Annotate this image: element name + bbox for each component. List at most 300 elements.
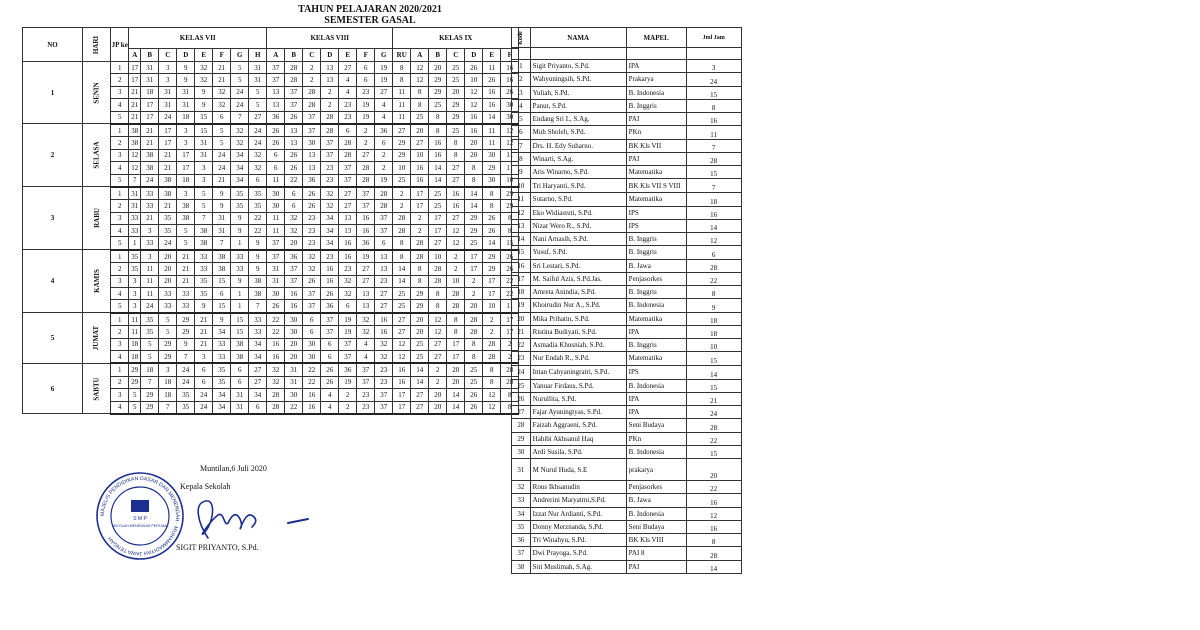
teacher-code-cell: 23 (303, 237, 321, 250)
jp-number: 1 (111, 363, 129, 376)
teacher-code-cell: 20 (447, 86, 465, 98)
teacher-jam: 8 (686, 286, 741, 299)
teacher-jam: 15 (686, 166, 741, 179)
teacher-code-cell: 23 (339, 111, 357, 124)
teacher-code-cell: 30 (285, 326, 303, 338)
teacher-code-cell: 8 (483, 376, 501, 388)
teacher-code-cell: 29 (501, 200, 519, 212)
teacher-code-cell: 3 (195, 350, 213, 363)
teacher-code-cell: 11 (267, 212, 285, 224)
teacher-code-cell: 14 (411, 376, 429, 388)
teacher-code-cell: 21 (177, 263, 195, 275)
teacher-code-cell: 2 (303, 62, 321, 74)
teacher-code-cell: 33 (177, 288, 195, 300)
teacher-code-cell: 17 (447, 350, 465, 363)
teacher-mapel: BK Kls VIII (626, 534, 686, 547)
header-section: B (429, 49, 447, 62)
teacher-code-cell: 12 (129, 149, 141, 161)
teacher-code-cell: 10 (447, 275, 465, 287)
teacher-code-cell: 25 (429, 200, 447, 212)
teacher-code-cell: 15 (231, 313, 249, 326)
teacher-code-cell: 5 (141, 338, 159, 350)
teacher-code-cell: 17 (159, 124, 177, 137)
teacher-row (512, 206, 742, 219)
teacher-code-cell: 38 (129, 137, 141, 149)
teacher-code-cell: 2 (411, 225, 429, 237)
teacher-code-cell: 13 (375, 250, 393, 263)
teacher-code-cell: 19 (357, 99, 375, 111)
teacher-mapel: B. Inggris (626, 339, 686, 352)
teacher-code-cell: 5 (177, 237, 195, 250)
teacher-nama: M. Saiful Azis, S.Pd.Jas. (530, 272, 626, 285)
teacher-code-cell: 32 (231, 124, 249, 137)
teacher-jam: 24 (686, 73, 741, 86)
teacher-code-cell: 29 (141, 401, 159, 414)
teacher-code-cell: 31 (249, 62, 267, 74)
teacher-code-cell: 30 (303, 350, 321, 363)
teacher-code-cell: 13 (357, 288, 375, 300)
teacher-code-cell: 17 (501, 313, 519, 326)
teacher-jam: 28 (686, 547, 741, 560)
jp-number: 5 (111, 111, 129, 124)
teacher-code-cell: 27 (357, 263, 375, 275)
teacher-kode: 7 (512, 139, 531, 152)
teacher-code-cell: 28 (339, 149, 357, 161)
teacher-row (512, 113, 742, 126)
teacher-code-cell: 23 (357, 401, 375, 414)
teacher-code-cell: 25 (411, 350, 429, 363)
teacher-code-cell: 9 (195, 86, 213, 98)
header-no: NO (23, 28, 83, 62)
teacher-code-cell: 32 (231, 137, 249, 149)
teacher-code-cell: 6 (321, 338, 339, 350)
teacher-row (512, 166, 742, 179)
teacher-code-cell: 21 (195, 313, 213, 326)
teacher-code-cell: 15 (195, 111, 213, 124)
teacher-kode: 38 (512, 560, 531, 573)
teacher-code-cell: 29 (129, 363, 141, 376)
teacher-code-cell: 28 (483, 350, 501, 363)
teacher-code-cell: 2 (465, 275, 483, 287)
teacher-code-cell: 11 (129, 326, 141, 338)
teacher-code-cell: 30 (303, 137, 321, 149)
teacher-code-cell: 29 (447, 111, 465, 124)
teacher-mapel: B. Indonesia (626, 299, 686, 312)
teacher-mapel: IPS (626, 219, 686, 232)
teacher-kode: 35 (512, 520, 531, 533)
teacher-code-cell: 31 (213, 212, 231, 224)
teacher-code-cell: 2 (375, 162, 393, 174)
teacher-code-cell: 16 (285, 300, 303, 313)
teacher-code-cell: 5 (195, 187, 213, 200)
teacher-code-cell: 28 (285, 74, 303, 86)
teacher-code-cell: 33 (231, 263, 249, 275)
teacher-code-cell: 32 (357, 326, 375, 338)
teacher-code-cell: 3 (141, 225, 159, 237)
teacher-nama: Amreta Anindia, S.Pd. (530, 286, 626, 299)
teacher-code-cell: 33 (159, 288, 177, 300)
teacher-code-cell: 35 (177, 401, 195, 414)
teacher-code-cell: 34 (231, 149, 249, 161)
header-section: E (483, 49, 501, 62)
teacher-code-cell: 9 (177, 338, 195, 350)
teacher-code-cell: 16 (501, 62, 519, 74)
teacher-kode: 33 (512, 494, 531, 507)
teacher-code-cell: 20 (285, 237, 303, 250)
teacher-code-cell: 6 (249, 401, 267, 414)
teacher-code-cell: 27 (357, 275, 375, 287)
teacher-code-cell: 8 (429, 124, 447, 137)
teacher-code-cell: 26 (465, 389, 483, 401)
teacher-code-cell: 24 (195, 389, 213, 401)
teacher-code-cell: 37 (285, 275, 303, 287)
teacher-code-cell: 14 (429, 162, 447, 174)
header-kode: Kode (512, 28, 531, 48)
teacher-code-cell: 36 (303, 174, 321, 187)
teacher-jam: 7 (686, 179, 741, 193)
stamp-ring-text: MAJELIS PENDIDIKAN DASAR DAN MENENGAH · MUHAMMADIYAH JAWA TENGAH (99, 475, 181, 557)
teacher-code-cell: 38 (213, 250, 231, 263)
teacher-mapel: IPS (626, 206, 686, 219)
teacher-row (512, 86, 742, 99)
teacher-code-cell: 28 (501, 363, 519, 376)
teacher-code-cell: 25 (447, 74, 465, 86)
teacher-mapel: B. Jawa (626, 494, 686, 507)
header-jml-jam: Jml Jam (686, 28, 741, 48)
teacher-code-cell: 9 (213, 187, 231, 200)
signature (168, 493, 318, 553)
teacher-kode: 24 (512, 365, 531, 379)
teacher-code-cell: 6 (375, 137, 393, 149)
teacher-code-cell: 29 (411, 300, 429, 313)
teacher-code-cell: 37 (321, 326, 339, 338)
teacher-code-cell: 27 (249, 111, 267, 124)
teacher-code-cell: 29 (429, 74, 447, 86)
teacher-nama: Nurullita, S.Pd. (530, 392, 626, 405)
teacher-code-cell: 25 (447, 124, 465, 137)
teacher-code-cell: 34 (249, 389, 267, 401)
jp-number: 3 (111, 389, 129, 401)
teacher-mapel: PAI (626, 152, 686, 165)
teacher-code-cell: 37 (321, 137, 339, 149)
teacher-code-cell: 8 (465, 338, 483, 350)
teacher-row (512, 286, 742, 299)
teacher-code-cell: 26 (321, 376, 339, 388)
teacher-code-cell: 9 (231, 212, 249, 224)
teacher-code-cell: 32 (195, 62, 213, 74)
teacher-nama: Sigit Priyanto, S.Pd. (530, 60, 626, 73)
teacher-code-cell: 37 (375, 401, 393, 414)
teacher-kode: 19 (512, 299, 531, 312)
teacher-code-cell: 33 (249, 313, 267, 326)
teacher-code-cell: 8 (447, 149, 465, 161)
teacher-code-cell: 32 (321, 200, 339, 212)
teacher-mapel: PAI 8 (626, 547, 686, 560)
header-section: RU (393, 49, 411, 62)
teacher-code-cell: 38 (231, 350, 249, 363)
teacher-code-cell: 26 (267, 300, 285, 313)
teacher-code-cell: 37 (375, 212, 393, 224)
teacher-kode: 36 (512, 534, 531, 547)
teacher-code-cell: 22 (249, 225, 267, 237)
teacher-code-cell: 37 (267, 74, 285, 86)
teacher-code-cell: 23 (321, 162, 339, 174)
teacher-code-cell: 3 (195, 162, 213, 174)
teacher-code-cell: 24 (195, 401, 213, 414)
teacher-mapel: Matematika (626, 352, 686, 365)
teacher-code-cell: 10 (501, 174, 519, 187)
teacher-nama: Izzat Nur Ardianti, S.Pd. (530, 507, 626, 520)
teacher-code-cell: 2 (429, 363, 447, 376)
teacher-code-cell: 13 (285, 124, 303, 137)
teacher-code-cell: 6 (267, 149, 285, 161)
teacher-jam: 20 (686, 459, 741, 481)
jp-number: 4 (111, 225, 129, 237)
teacher-nama: Wahyuningsih, S.Pd. (530, 73, 626, 86)
teacher-nama: Fajar Ayuningtyas, S.Pd. (530, 406, 626, 419)
teacher-jam: 11 (686, 126, 741, 139)
teacher-row (512, 272, 742, 285)
teacher-code-cell: 7 (231, 111, 249, 124)
teacher-code-cell: 29 (177, 313, 195, 326)
teacher-code-cell: 15 (195, 124, 213, 137)
teacher-code-cell: 9 (177, 62, 195, 74)
teacher-code-cell: 24 (231, 86, 249, 98)
teacher-code-cell: 33 (129, 212, 141, 224)
day-name: SABTU (83, 363, 111, 414)
teacher-jam: 14 (686, 219, 741, 232)
teacher-code-cell: 20 (429, 401, 447, 414)
teacher-code-cell: 21 (159, 200, 177, 212)
teacher-row (512, 99, 742, 112)
teacher-code-cell: 27 (249, 376, 267, 388)
teacher-row (512, 246, 742, 259)
teacher-code-cell: 28 (447, 300, 465, 313)
teacher-nama: Dwi Prayoga, S.Pd. (530, 547, 626, 560)
teacher-code-cell: 35 (231, 200, 249, 212)
teacher-code-cell: 27 (447, 212, 465, 224)
teacher-code-cell: 35 (141, 313, 159, 326)
teacher-mapel: Matematika (626, 166, 686, 179)
teacher-code-cell: 38 (249, 275, 267, 287)
teacher-code-cell: 37 (303, 111, 321, 124)
teacher-code-cell: 11 (141, 263, 159, 275)
teacher-code-cell: 32 (195, 74, 213, 86)
teacher-code-cell: 5 (213, 124, 231, 137)
jp-number: 3 (111, 149, 129, 161)
header-section: D (465, 49, 483, 62)
teacher-code-cell: 19 (357, 111, 375, 124)
teacher-code-cell: 20 (465, 149, 483, 161)
teacher-code-cell: 14 (465, 200, 483, 212)
teacher-code-cell: 31 (249, 74, 267, 86)
header-nama: NAMA (530, 28, 626, 48)
teacher-code-cell: 32 (321, 187, 339, 200)
header-section: F (213, 49, 231, 62)
teacher-code-cell: 35 (249, 200, 267, 212)
teacher-code-cell: 3 (159, 62, 177, 74)
teacher-code-cell: 22 (267, 326, 285, 338)
teacher-code-cell: 17 (483, 288, 501, 300)
teacher-code-cell: 6 (357, 74, 375, 86)
teacher-code-cell: 16 (357, 212, 375, 224)
teacher-code-cell: 11 (501, 149, 519, 161)
teacher-code-cell: 29 (159, 350, 177, 363)
teacher-code-cell: 36 (375, 124, 393, 137)
teacher-code-cell: 8 (465, 174, 483, 187)
teacher-row (512, 547, 742, 560)
teacher-code-cell: 28 (483, 338, 501, 350)
teacher-code-cell: 3 (177, 187, 195, 200)
teacher-code-cell: 13 (267, 99, 285, 111)
teacher-kode: 9 (512, 166, 531, 179)
teacher-jam: 16 (686, 494, 741, 507)
schedule-row (23, 62, 519, 74)
header-section: A (267, 49, 285, 62)
teacher-code-cell: 16 (483, 86, 501, 98)
teacher-code-cell: 31 (177, 99, 195, 111)
teacher-kode: 13 (512, 219, 531, 232)
teacher-row (512, 259, 742, 272)
jp-number: 4 (111, 288, 129, 300)
teacher-code-cell: 35 (141, 326, 159, 338)
teacher-code-cell: 30 (483, 149, 501, 161)
teacher-mapel: B. Indonesia (626, 379, 686, 392)
teacher-code-cell: 17 (429, 225, 447, 237)
header-section: D (321, 49, 339, 62)
teacher-kode: 22 (512, 339, 531, 352)
teacher-table (511, 27, 742, 574)
teacher-code-cell: 15 (231, 326, 249, 338)
teacher-code-cell: 32 (357, 313, 375, 326)
teacher-code-cell: 17 (411, 200, 429, 212)
header-section: A (411, 49, 429, 62)
teacher-code-cell: 8 (465, 162, 483, 174)
teacher-code-cell: 26 (321, 363, 339, 376)
teacher-code-cell: 27 (339, 62, 357, 74)
teacher-code-cell: 8 (411, 263, 429, 275)
schedule-row (23, 124, 519, 137)
header-section: G (231, 49, 249, 62)
header-section: E (339, 49, 357, 62)
teacher-code-cell: 11 (501, 300, 519, 313)
teacher-code-cell: 32 (249, 162, 267, 174)
teacher-code-cell: 2 (321, 86, 339, 98)
teacher-mapel: PKn (626, 126, 686, 139)
teacher-code-cell: 21 (177, 250, 195, 263)
teacher-code-cell: 31 (141, 74, 159, 86)
teacher-code-cell: 22 (303, 376, 321, 388)
teacher-code-cell: 11 (483, 62, 501, 74)
teacher-code-cell: 29 (177, 326, 195, 338)
teacher-code-cell: 28 (501, 376, 519, 388)
teacher-code-cell: 6 (339, 300, 357, 313)
teacher-code-cell: 21 (141, 137, 159, 149)
teacher-code-cell: 8 (447, 137, 465, 149)
teacher-code-cell: 15 (501, 237, 519, 250)
teacher-code-cell: 3 (159, 363, 177, 376)
teacher-kode: 29 (512, 432, 531, 445)
teacher-kode: 34 (512, 507, 531, 520)
teacher-code-cell: 4 (375, 111, 393, 124)
teacher-mapel: B. Inggris (626, 286, 686, 299)
teacher-code-cell: 17 (393, 401, 411, 414)
teacher-code-cell: 27 (411, 401, 429, 414)
teacher-nama: Panut, S.Pd. (530, 99, 626, 112)
teacher-code-cell: 32 (213, 99, 231, 111)
teacher-code-cell: 16 (339, 250, 357, 263)
teacher-code-cell: 19 (357, 250, 375, 263)
teacher-mapel: BK Kls VII (626, 139, 686, 152)
teacher-code-cell: 9 (195, 300, 213, 313)
teacher-code-cell: 20 (465, 300, 483, 313)
teacher-code-cell: 14 (465, 187, 483, 200)
teacher-code-cell: 3 (177, 137, 195, 149)
teacher-code-cell: 2 (501, 350, 519, 363)
teacher-row (512, 179, 742, 193)
teacher-kode: 32 (512, 481, 531, 494)
teacher-code-cell: 20 (285, 338, 303, 350)
teacher-code-cell: 38 (195, 225, 213, 237)
teacher-code-cell: 20 (465, 137, 483, 149)
teacher-code-cell: 27 (411, 389, 429, 401)
teacher-code-cell: 30 (303, 338, 321, 350)
teacher-code-cell: 31 (159, 99, 177, 111)
teacher-code-cell: 6 (231, 376, 249, 388)
teacher-code-cell: 35 (159, 225, 177, 237)
teacher-code-cell: 34 (213, 326, 231, 338)
teacher-code-cell: 16 (321, 275, 339, 287)
header-hari: HARI (83, 28, 111, 62)
teacher-code-cell: 21 (141, 212, 159, 224)
teacher-code-cell: 23 (375, 376, 393, 388)
teacher-kode: 23 (512, 352, 531, 365)
teacher-code-cell: 8 (393, 74, 411, 86)
teacher-code-cell: 9 (213, 200, 231, 212)
teacher-code-cell: 23 (375, 363, 393, 376)
teacher-kode: 12 (512, 206, 531, 219)
teacher-nama: Nani Arnasih, S.Pd. (530, 233, 626, 246)
teacher-nama: Sri Lestari, S.Pd. (530, 259, 626, 272)
teacher-code-cell: 28 (465, 313, 483, 326)
teacher-code-cell: 17 (177, 149, 195, 161)
teacher-mapel: Prakarya (626, 73, 686, 86)
teacher-code-cell: 14 (393, 275, 411, 287)
teacher-code-cell: 26 (303, 200, 321, 212)
teacher-code-cell: 28 (393, 212, 411, 224)
day-name: JUMAT (83, 313, 111, 364)
teacher-code-cell: 13 (357, 300, 375, 313)
teacher-code-cell: 22 (501, 288, 519, 300)
teacher-code-cell: 1 (231, 237, 249, 250)
teacher-jam: 22 (686, 432, 741, 445)
teacher-code-cell: 18 (129, 350, 141, 363)
teacher-code-cell: 6 (213, 111, 231, 124)
teacher-code-cell: 24 (177, 376, 195, 388)
teacher-code-cell: 29 (447, 99, 465, 111)
teacher-code-cell: 16 (501, 74, 519, 86)
header-blank (530, 48, 626, 60)
jp-number: 3 (111, 212, 129, 224)
day-number: 3 (23, 187, 83, 250)
teacher-code-cell: 38 (177, 200, 195, 212)
teacher-code-cell: 21 (141, 124, 159, 137)
teacher-code-cell: 37 (321, 149, 339, 161)
teacher-code-cell: 6 (249, 174, 267, 187)
teacher-nama: Yusuf, S.Pd. (530, 246, 626, 259)
teacher-code-cell: 37 (285, 86, 303, 98)
teacher-code-cell: 31 (285, 376, 303, 388)
